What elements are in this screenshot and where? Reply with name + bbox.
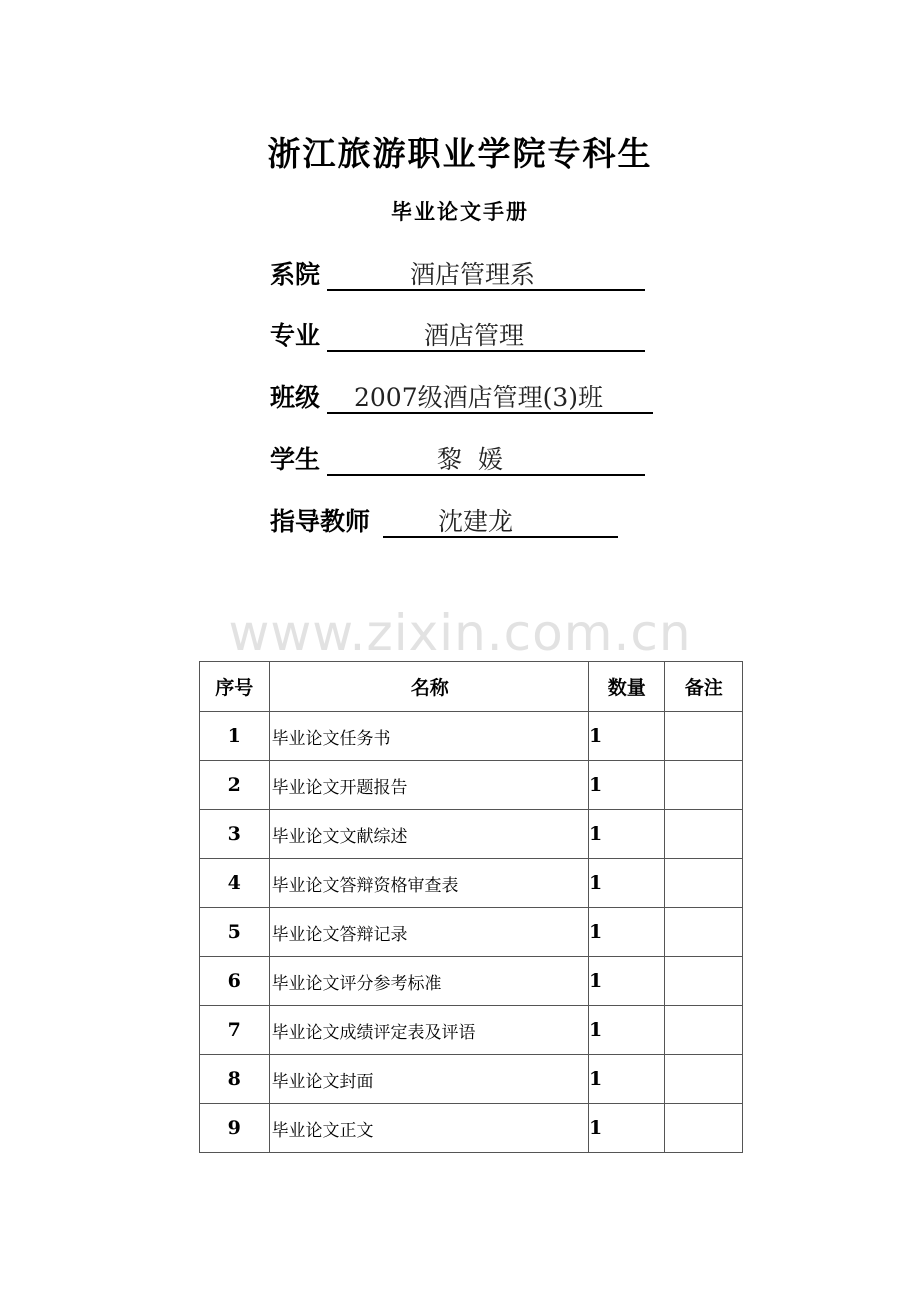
table-header-row — [200, 662, 743, 712]
table-row — [200, 1006, 743, 1055]
row-note — [665, 859, 743, 908]
table-row — [200, 761, 743, 810]
row-qty: 1 — [588, 761, 665, 810]
row-qty: 1 — [588, 810, 665, 859]
table-row — [200, 712, 743, 761]
row-note — [665, 1006, 743, 1055]
field-value-line — [327, 255, 645, 291]
row-name: 毕业论文评分参考标准 — [269, 957, 588, 1006]
items-table — [199, 661, 743, 1153]
table-row — [200, 859, 743, 908]
table-row — [200, 1104, 743, 1153]
row-no: 7 — [200, 1006, 270, 1055]
field-label: 学生 — [270, 445, 321, 474]
table-row — [200, 810, 743, 859]
row-no: 2 — [200, 761, 270, 810]
row-name: 毕业论文封面 — [269, 1055, 588, 1104]
row-note — [665, 957, 743, 1006]
row-note — [665, 1055, 743, 1104]
row-qty: 1 — [588, 712, 665, 761]
watermark: www.zixin.com.cn — [228, 604, 692, 662]
document-subtitle: 毕业论文手册 — [391, 200, 529, 224]
row-name: 毕业论文任务书 — [269, 712, 588, 761]
row-no: 3 — [200, 810, 270, 859]
row-name: 毕业论文答辩资格审查表 — [269, 859, 588, 908]
row-no: 5 — [200, 908, 270, 957]
table-row — [200, 908, 743, 957]
header-note: 备注 — [665, 662, 743, 712]
field-value-line — [327, 378, 653, 414]
row-no: 1 — [200, 712, 270, 761]
row-note — [665, 712, 743, 761]
field-value: 酒店管理系 — [410, 260, 536, 289]
row-no: 9 — [200, 1104, 270, 1153]
row-name: 毕业论文答辩记录 — [269, 908, 588, 957]
row-note — [665, 761, 743, 810]
header-name: 名称 — [269, 662, 588, 712]
row-note — [665, 1104, 743, 1153]
row-qty: 1 — [588, 859, 665, 908]
row-no: 4 — [200, 859, 270, 908]
row-qty: 1 — [588, 908, 665, 957]
row-name: 毕业论文成绩评定表及评语 — [269, 1006, 588, 1055]
table-row — [200, 1055, 743, 1104]
field-value: 酒店管理 — [424, 321, 525, 350]
field-value-line — [327, 440, 645, 476]
field-value-line — [383, 502, 618, 538]
row-note — [665, 810, 743, 859]
header-qty: 数量 — [588, 662, 665, 712]
row-qty: 1 — [588, 957, 665, 1006]
row-no: 6 — [200, 957, 270, 1006]
row-name: 毕业论文开题报告 — [269, 761, 588, 810]
field-label: 系院 — [270, 260, 321, 289]
field-value: 2007级酒店管理(3)班 — [354, 383, 604, 412]
field-label: 指导教师 — [270, 507, 371, 536]
row-qty: 1 — [588, 1104, 665, 1153]
row-qty: 1 — [588, 1006, 665, 1055]
row-no: 8 — [200, 1055, 270, 1104]
row-note — [665, 908, 743, 957]
document-title: 浙江旅游职业学院专科生 — [267, 134, 653, 173]
field-value: 沈建龙 — [438, 507, 514, 536]
row-name: 毕业论文正文 — [269, 1104, 588, 1153]
field-label: 班级 — [270, 383, 321, 412]
table-row — [200, 957, 743, 1006]
field-value-line — [327, 316, 645, 352]
row-qty: 1 — [588, 1055, 665, 1104]
header-no: 序号 — [200, 662, 270, 712]
field-value: 黎 媛 — [437, 445, 503, 474]
row-name: 毕业论文文献综述 — [269, 810, 588, 859]
field-label: 专业 — [270, 321, 321, 350]
